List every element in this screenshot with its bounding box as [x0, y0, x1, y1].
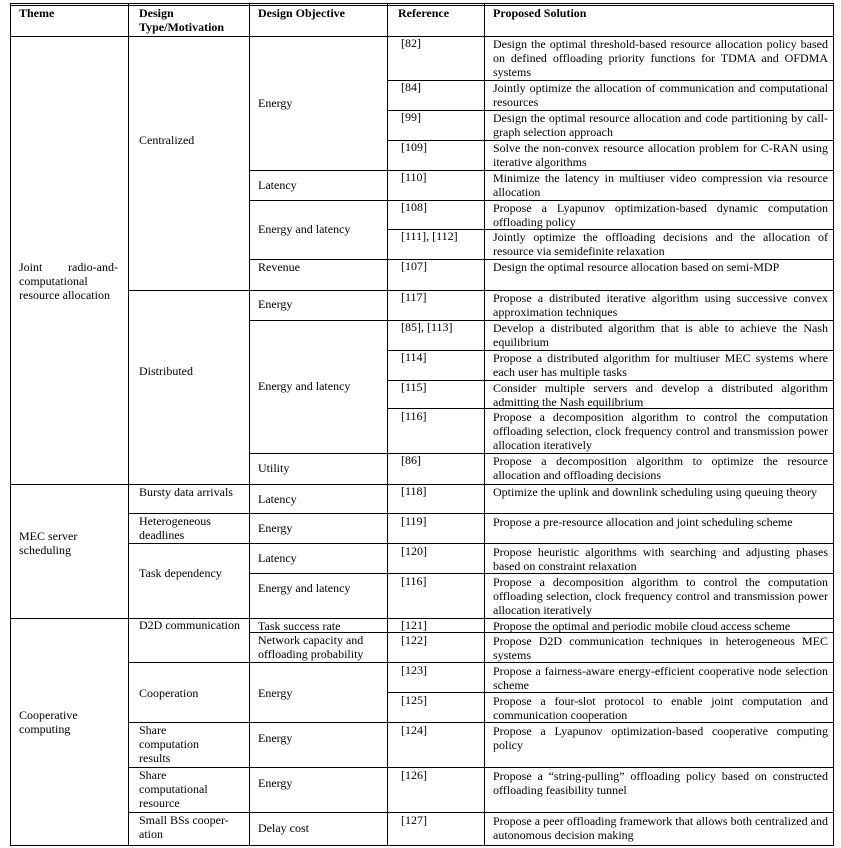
- type-share-resource: Share computational resource: [139, 768, 208, 810]
- objective-energy-latency: Energy and latency: [258, 581, 351, 595]
- type-heterogeneous: Heterogeneous deadlines: [139, 514, 211, 542]
- reference-cell: [125]: [401, 693, 427, 707]
- type-share-results: Share computation results: [139, 723, 199, 765]
- reference-cell: [99]: [401, 110, 421, 124]
- reference-cell: [109]: [401, 140, 427, 154]
- objective-utility: Utility: [258, 461, 290, 475]
- objective-energy: Energy: [258, 686, 293, 700]
- type-small-bs: Small BSs cooper-ation: [139, 813, 229, 841]
- solution-cell: Develop a distributed algorithm that is able to achieve the Nash equilibrium: [493, 321, 828, 349]
- solution-cell: Design the optimal resource allocation and code partitioning by call-graph selection approach: [493, 111, 828, 139]
- header-reference: Reference: [398, 6, 450, 20]
- reference-cell: [108]: [401, 200, 427, 214]
- objective-energy: Energy: [258, 731, 293, 745]
- objective-task-success: Task success rate: [258, 619, 341, 633]
- objective-latency: Latency: [258, 551, 297, 565]
- theme-coop: Cooperative computing: [19, 708, 78, 736]
- header-solution: Proposed Solution: [493, 6, 587, 20]
- solution-cell: Consider multiple servers and develop a distributed algorithm admitting the Nash equilibrium: [493, 381, 828, 409]
- solution-cell: Propose a decomposition algorithm to control the computation offloading selection, clock frequency control and transmission power allocation iteratively: [493, 410, 828, 452]
- objective-latency: Latency: [258, 178, 297, 192]
- solution-cell: Propose a Lyapunov optimization-based dynamic computation offloading policy: [493, 201, 828, 229]
- objective-energy: Energy: [258, 96, 293, 110]
- solution-cell: Minimize the latency in multiuser video compression via resource allocation: [493, 171, 828, 199]
- col-sep-4: [484, 3, 485, 846]
- solution-cell: Propose a pre-resource allocation and joint scheduling scheme: [493, 515, 793, 529]
- objective-energy: Energy: [258, 521, 293, 535]
- reference-cell: [85], [113]: [401, 320, 453, 334]
- reference-cell: [123]: [401, 663, 427, 677]
- solution-cell: Propose a decomposition algorithm to optimize the resource allocation and offloading decisions: [493, 454, 828, 482]
- theme-mec: MEC server scheduling: [19, 529, 78, 557]
- type-cooperation: Cooperation: [139, 686, 199, 700]
- solution-cell: Propose a Lyapunov optimization-based cooperative computing policy: [493, 724, 828, 752]
- solution-cell: Optimize the uplink and downlink scheduling using queuing theory: [493, 485, 817, 499]
- reference-cell: [110]: [401, 170, 427, 184]
- reference-cell: [114]: [401, 350, 427, 364]
- solution-cell: Propose D2D communication techniques in heterogeneous MEC systems: [493, 634, 828, 662]
- objective-energy: Energy: [258, 776, 293, 790]
- col-sep-1: [128, 3, 129, 846]
- rule-top: [10, 3, 834, 4]
- rule-right: [833, 3, 834, 846]
- objective-latency: Latency: [258, 492, 297, 506]
- objective-delay-cost: Delay cost: [258, 821, 309, 835]
- solution-cell: Propose a distributed iterative algorithm using successive convex approximation techniques: [493, 291, 828, 319]
- rule-bottom: [10, 845, 834, 846]
- objective-energy-latency: Energy and latency: [258, 379, 351, 393]
- solution-cell: Propose a decomposition algorithm to control the computation offloading selection, clock frequency control and transmission power allocation iteratively: [493, 575, 828, 617]
- reference-cell: [107]: [401, 259, 427, 273]
- reference-cell: [119]: [401, 514, 427, 528]
- reference-cell: [124]: [401, 723, 427, 737]
- reference-cell: [118]: [401, 484, 427, 498]
- type-d2d: D2D communication: [139, 618, 240, 632]
- solution-cell: Propose the optimal and periodic mobile cloud access scheme: [493, 619, 791, 633]
- objective-network-capacity: Network capacity and offloading probability: [258, 633, 364, 661]
- solution-cell: Propose a peer offloading framework that allows both centralized and autonomous decision making: [493, 814, 828, 842]
- reference-cell: [116]: [401, 409, 427, 423]
- reference-cell: [122]: [401, 633, 427, 647]
- reference-cell: [116]: [401, 574, 427, 588]
- reference-cell: [126]: [401, 768, 427, 782]
- header-type: Design Type/Motivation: [139, 6, 225, 34]
- reference-cell: [84]: [401, 80, 421, 94]
- solution-cell: Propose a “string-pulling” offloading policy based on constructed offloading feasibility tunnel: [493, 769, 828, 797]
- reference-cell: [121]: [401, 618, 427, 632]
- solution-cell: Propose a distributed algorithm for multiuser MEC systems where each user has multiple tasks: [493, 351, 828, 379]
- rule-left: [10, 3, 11, 846]
- type-centralized: Centralized: [139, 133, 195, 147]
- reference-cell: [120]: [401, 544, 427, 558]
- objective-energy: Energy: [258, 297, 293, 311]
- solution-cell: Solve the non-convex resource allocation problem for C-RAN using iterative algorithms: [493, 141, 828, 169]
- header-objective: Design Objective: [258, 6, 345, 20]
- objective-energy-latency: Energy and latency: [258, 222, 351, 236]
- solution-cell: Design the optimal resource allocation based on semi-MDP: [493, 260, 780, 274]
- rule-obj-td-el: [249, 573, 834, 574]
- reference-cell: [111], [112]: [401, 229, 458, 243]
- header-theme: Theme: [19, 6, 55, 20]
- solution-cell: Design the optimal threshold-based resource allocation policy based on defined offloading priority functions for TDMA and OFDMA systems: [493, 37, 828, 79]
- col-sep-3: [387, 3, 388, 846]
- theme-joint: Joint radio-and-computational resource allocation: [19, 260, 118, 302]
- solution-cell: Propose heuristic algorithms with searching and adjusting phases based on constraint relaxation: [493, 545, 828, 573]
- type-distributed: Distributed: [139, 364, 193, 378]
- reference-cell: [82]: [401, 36, 421, 50]
- solution-cell: Propose a fairness-aware energy-efficient cooperative node selection scheme: [493, 664, 828, 692]
- type-task-dependency: Task dependency: [139, 566, 222, 580]
- reference-cell: [115]: [401, 380, 427, 394]
- reference-cell: [117]: [401, 290, 427, 304]
- solution-cell: Propose a four-slot protocol to enable joint computation and communication cooperation: [493, 694, 828, 722]
- type-bursty: Bursty data arrivals: [139, 485, 233, 499]
- col-sep-2: [249, 3, 250, 846]
- solution-cell: Jointly optimize the allocation of communication and computational resources: [493, 81, 828, 109]
- reference-cell: [86]: [401, 453, 421, 467]
- solution-cell: Jointly optimize the offloading decisions and the allocation of resource via semidefinite relaxation: [493, 230, 828, 258]
- reference-cell: [127]: [401, 813, 427, 827]
- objective-revenue: Revenue: [258, 260, 300, 274]
